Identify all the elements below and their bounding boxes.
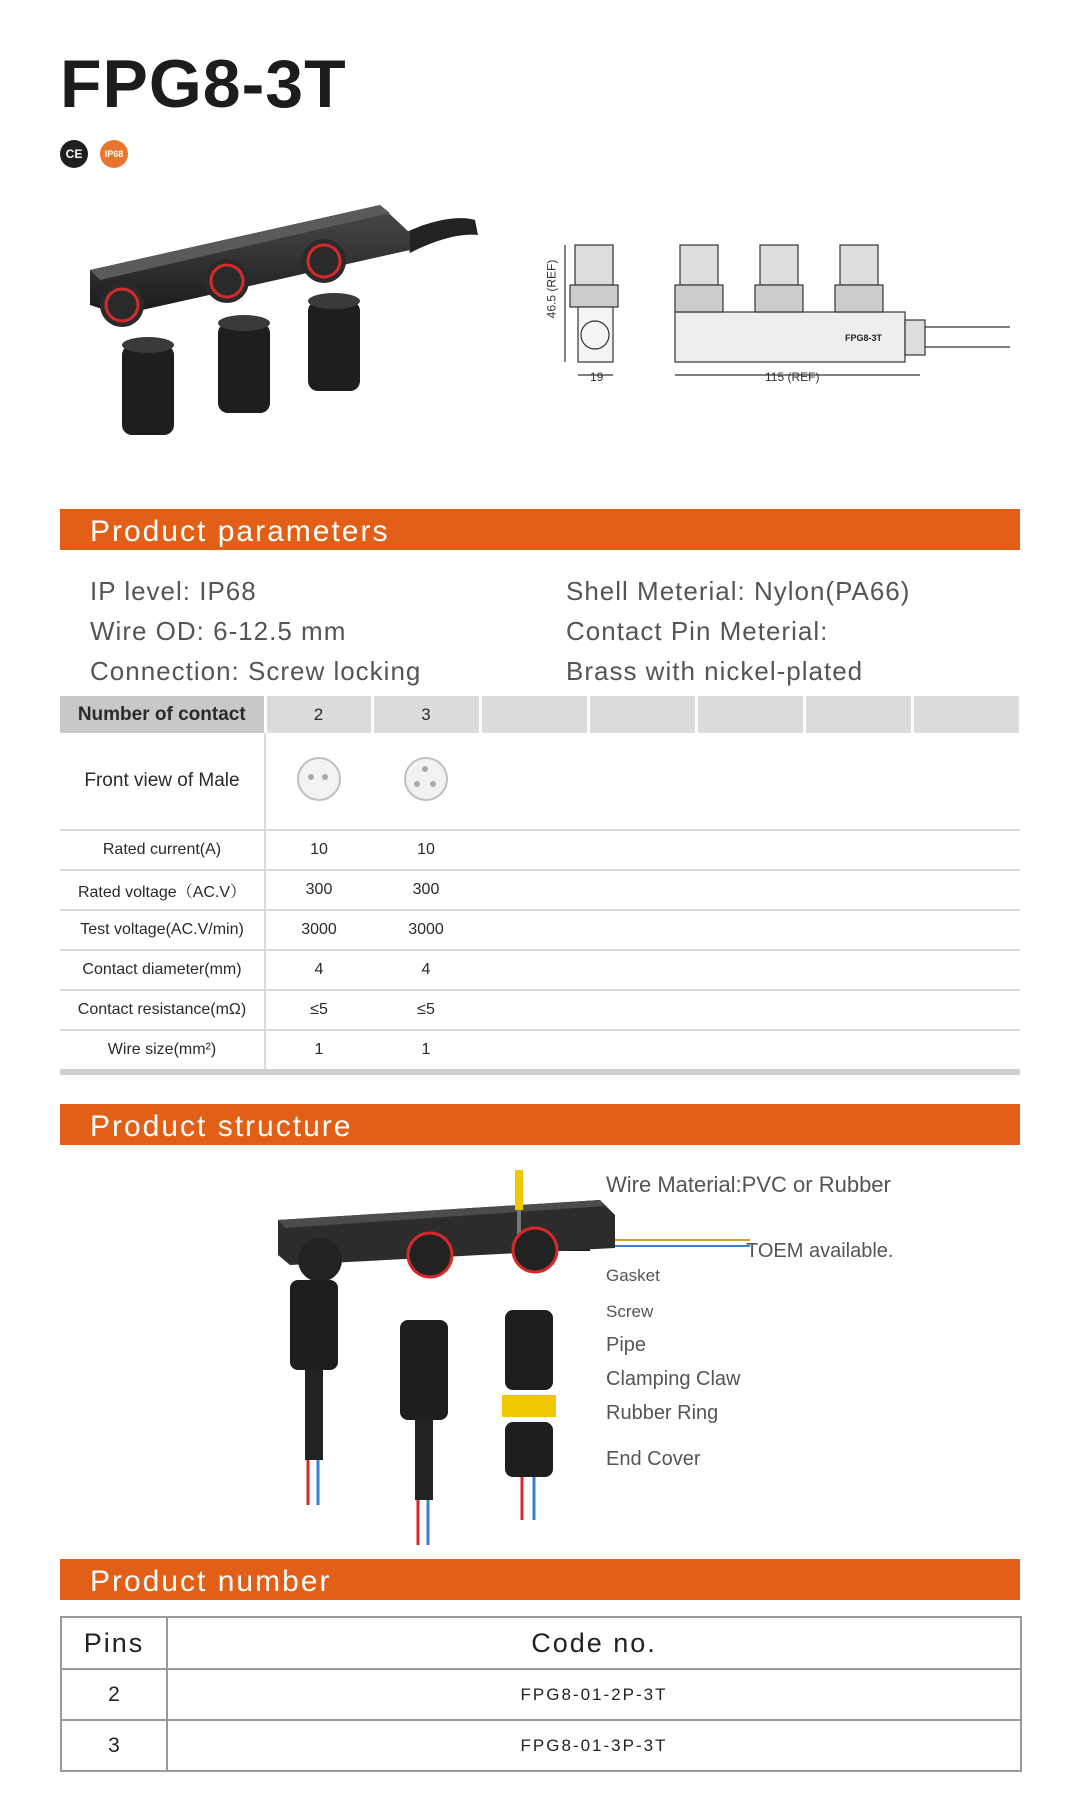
cell-code: FPG8-01-3P-3T [167, 1720, 1021, 1771]
label-gasket: Gasket [606, 1266, 660, 1285]
section-header-parameters: Product parameters [60, 509, 1020, 550]
spec-row-label: Wire size(mm²) [60, 1030, 265, 1072]
spec-cell: 1 [372, 1030, 480, 1072]
param-wire-od: Wire OD: 6-12.5 mm [90, 616, 347, 646]
dimension-length-ref: (REF) [787, 370, 820, 384]
label-screw: Screw [606, 1302, 654, 1321]
cell-code: FPG8-01-2P-3T [167, 1669, 1021, 1720]
port-2 [205, 259, 249, 303]
spec-row-label: Rated voltage（AC.V） [60, 870, 265, 910]
spec-cell: 4 [265, 950, 372, 990]
spec-row [60, 830, 1020, 870]
label-rubber-ring: Rubber Ring [606, 1402, 719, 1424]
dimension-width: 19 [590, 370, 604, 384]
section-header-structure: Product structure [60, 1104, 1020, 1145]
spec-header-row [60, 696, 1020, 733]
spec-col-2: 2 [265, 696, 372, 733]
port-1 [100, 283, 144, 327]
spec-row-front-view [60, 733, 1020, 830]
param-ip-level: IP level: IP68 [90, 576, 257, 606]
header-code: Code no. [167, 1617, 1021, 1669]
spec-row-label: Test voltage(AC.V/min) [60, 910, 265, 950]
label-pipe: Pipe [606, 1334, 647, 1356]
dimension-height: 46.5 [544, 294, 559, 319]
product-number-table [60, 1616, 1022, 1772]
spec-cell: 10 [372, 830, 480, 870]
ce-certification-icon: CE [60, 140, 88, 168]
spec-table [60, 696, 1022, 1075]
label-toem: TOEM available. [746, 1240, 894, 1262]
spec-row [60, 990, 1020, 1030]
label-end-cover: End Cover [606, 1448, 701, 1470]
spec-row [60, 950, 1020, 990]
spec-row-label: Contact resistance(mΩ) [60, 990, 265, 1030]
spec-header-label: Number of contact [60, 696, 265, 733]
spec-cell: 300 [265, 870, 372, 910]
part-marking: FPG8-3T [845, 333, 883, 343]
spec-col-3: 3 [372, 696, 480, 733]
structure-illustration [270, 1160, 770, 1560]
spec-row-label: Front view of Male [60, 733, 265, 830]
table-row [61, 1720, 1021, 1771]
code-table-header [61, 1617, 1021, 1669]
spec-row [60, 1030, 1020, 1072]
param-connection: Connection: Screw locking [90, 656, 422, 686]
dimension-height-ref: (REF) [544, 259, 559, 292]
spec-cell: 4 [372, 950, 480, 990]
ip68-certification-icon: IP68 [100, 140, 128, 168]
spec-cell: ≤5 [265, 990, 372, 1030]
spec-cell: 10 [265, 830, 372, 870]
spec-row [60, 870, 1020, 910]
cell-pins: 2 [61, 1669, 167, 1720]
spec-cell: 3000 [265, 910, 372, 950]
front-view-3pin-icon [404, 757, 448, 801]
spec-row [60, 910, 1020, 950]
spec-cell: ≤5 [372, 990, 480, 1030]
cell-pins: 3 [61, 1720, 167, 1771]
table-row [61, 1669, 1021, 1720]
product-photo [80, 205, 490, 450]
dimension-length: 115 [765, 370, 785, 384]
param-shell-material: Shell Meterial: Nylon(PA66) [566, 576, 911, 606]
spec-cell: 3000 [372, 910, 480, 950]
label-wire-material: Wire Material:PVC or Rubber [606, 1172, 891, 1197]
param-pin-material-value: Brass with nickel-plated [566, 656, 864, 686]
port-3 [302, 239, 346, 283]
front-view-2pin-icon [297, 757, 341, 801]
spec-row-label: Rated current(A) [60, 830, 265, 870]
section-header-number: Product number [60, 1559, 1020, 1600]
param-pin-material-label: Contact Pin Meterial: [566, 616, 829, 646]
spec-row-label: Contact diameter(mm) [60, 950, 265, 990]
product-title: FPG8-3T [60, 46, 347, 122]
label-clamping-claw: Clamping Claw [606, 1368, 741, 1390]
spec-cell: 1 [265, 1030, 372, 1072]
spec-cell: 300 [372, 870, 480, 910]
header-pins: Pins [61, 1617, 167, 1669]
